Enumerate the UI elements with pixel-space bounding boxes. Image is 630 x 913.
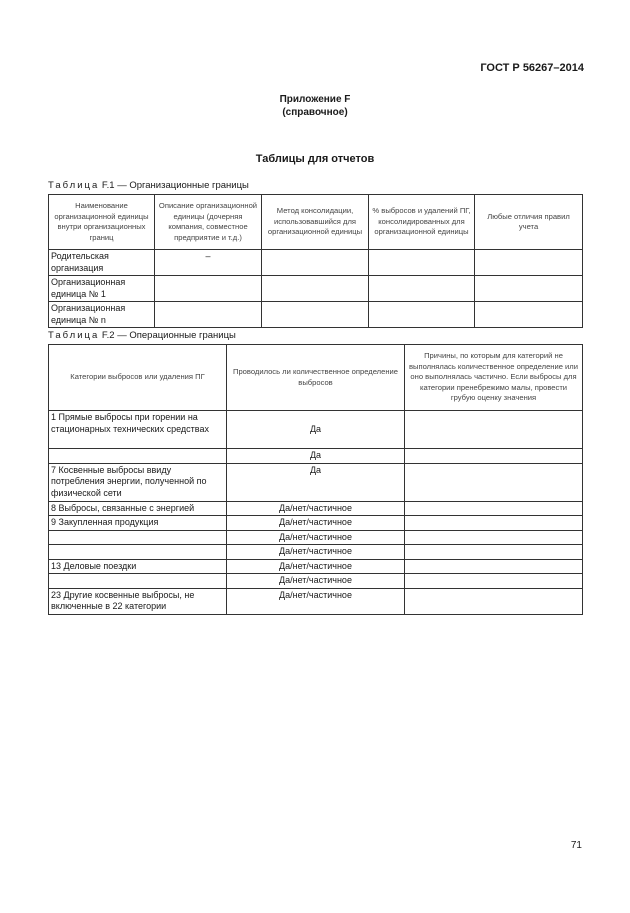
table2-cell-quantified: Да/нет/частичное <box>227 574 405 589</box>
table1-cell <box>262 302 369 328</box>
table2-cell-quantified: Да/нет/частичное <box>227 516 405 531</box>
table2-cell-quantified: Да/нет/частичное <box>227 530 405 545</box>
table1-header-row <box>49 195 583 250</box>
table-operational-boundaries <box>48 344 583 615</box>
table1-cell <box>475 250 583 276</box>
table1-header-unit-description: Описание организационной единицы (дочерняя компания, совместное предприятие и т.д.) <box>155 195 262 250</box>
table2-caption-prefix: Таблица <box>48 330 100 341</box>
table2-cell-category: 13 Деловые поездки <box>49 559 227 574</box>
table2-cell-category <box>49 449 227 464</box>
table2-cell-category: 7 Косвенные выбросы ввиду потребления энергии, полученной по физической сети <box>49 463 227 501</box>
table2-cell-quantified: Да/нет/частичное <box>227 559 405 574</box>
table1-cell: – <box>155 250 262 276</box>
table2-caption <box>48 330 236 341</box>
table1-header-accounting-differences: Любые отличия правил учета <box>475 195 583 250</box>
table-row <box>49 516 583 531</box>
table2-cell-reason <box>405 574 583 589</box>
main-title: Таблицы для отчетов <box>255 153 375 165</box>
table-row <box>49 501 583 516</box>
table2-cell-category <box>49 545 227 560</box>
table1-caption <box>48 180 249 191</box>
table1-cell <box>155 302 262 328</box>
table1-cell <box>475 302 583 328</box>
table2-cell-reason <box>405 530 583 545</box>
table2-cell-quantified: Да/нет/частичное <box>227 501 405 516</box>
table2-cell-quantified: Да <box>227 411 405 449</box>
table-row <box>49 449 583 464</box>
table1-cell <box>155 276 262 302</box>
table2-cell-reason <box>405 545 583 560</box>
table2-cell-reason <box>405 463 583 501</box>
table2-cell-quantified: Да/нет/частичное <box>227 588 405 614</box>
standard-number: ГОСТ Р 56267–2014 <box>480 62 584 74</box>
table-row <box>49 588 583 614</box>
table1-cell <box>369 250 475 276</box>
table-row <box>49 411 583 449</box>
table1-cell: Организационная единица № n <box>49 302 155 328</box>
table2-cell-reason <box>405 449 583 464</box>
table2-cell-quantified: Да/нет/частичное <box>227 545 405 560</box>
table1-header-unit-name: Наименование организационной единицы внутри организационных границ <box>49 195 155 250</box>
table2-cell-category: 8 Выбросы, связанные с энергией <box>49 501 227 516</box>
table-row <box>49 463 583 501</box>
table1-caption-prefix: Таблица <box>48 180 100 191</box>
table2-cell-reason <box>405 501 583 516</box>
table-row <box>49 559 583 574</box>
table2-header-category: Категории выбросов или удаления ПГ <box>49 345 227 411</box>
table2-header-quantified: Проводилось ли количественное определение выбросов <box>227 345 405 411</box>
table1-cell <box>369 276 475 302</box>
table2-cell-category <box>49 574 227 589</box>
table2-cell-category: 1 Прямые выбросы при горении на стационарных технических средствах <box>49 411 227 449</box>
annex-subtitle: (справочное) <box>282 107 348 118</box>
table1-cell: Организационная единица № 1 <box>49 276 155 302</box>
table2-caption-text: F.2 — Операционные границы <box>101 330 236 341</box>
table-row <box>49 530 583 545</box>
table2-header-row <box>49 345 583 411</box>
table2-header-reasons: Причины, по которым для категорий не выполнялась количественное определение или оно выполнялась частично. Если выбросы для категории пренебрежимо малы, провести грубую оценку значения <box>405 345 583 411</box>
table1-cell: Родительская организация <box>49 250 155 276</box>
table1-cell <box>262 276 369 302</box>
table1-caption-text: F.1 — Организационные границы <box>101 180 249 191</box>
table2-cell-category <box>49 530 227 545</box>
table-organizational-boundaries <box>48 194 583 328</box>
table2-cell-category: 23 Другие косвенные выбросы, не включенные в 22 категории <box>49 588 227 614</box>
table1-cell <box>262 250 369 276</box>
table2-cell-reason <box>405 588 583 614</box>
table2-cell-reason <box>405 411 583 449</box>
table2-cell-reason <box>405 559 583 574</box>
table-row <box>49 276 583 302</box>
table1-header-consolidation-method: Метод консолидации, использовавшийся для организационной единицы <box>262 195 369 250</box>
table-row <box>49 545 583 560</box>
annex-title: Приложение F <box>279 94 351 105</box>
table2-cell-quantified: Да <box>227 463 405 501</box>
table1-cell <box>475 276 583 302</box>
table-row <box>49 250 583 276</box>
annex-heading <box>0 93 630 119</box>
table2-cell-category: 9 Закупленная продукция <box>49 516 227 531</box>
table1-header-emissions-percent: % выбросов и удалений ПГ, консолидированных для организационной единицы <box>369 195 475 250</box>
table-row <box>49 302 583 328</box>
page-number: 71 <box>570 840 582 851</box>
table2-cell-reason <box>405 516 583 531</box>
table1-cell <box>369 302 475 328</box>
table-row <box>49 574 583 589</box>
table2-cell-quantified: Да <box>227 449 405 464</box>
